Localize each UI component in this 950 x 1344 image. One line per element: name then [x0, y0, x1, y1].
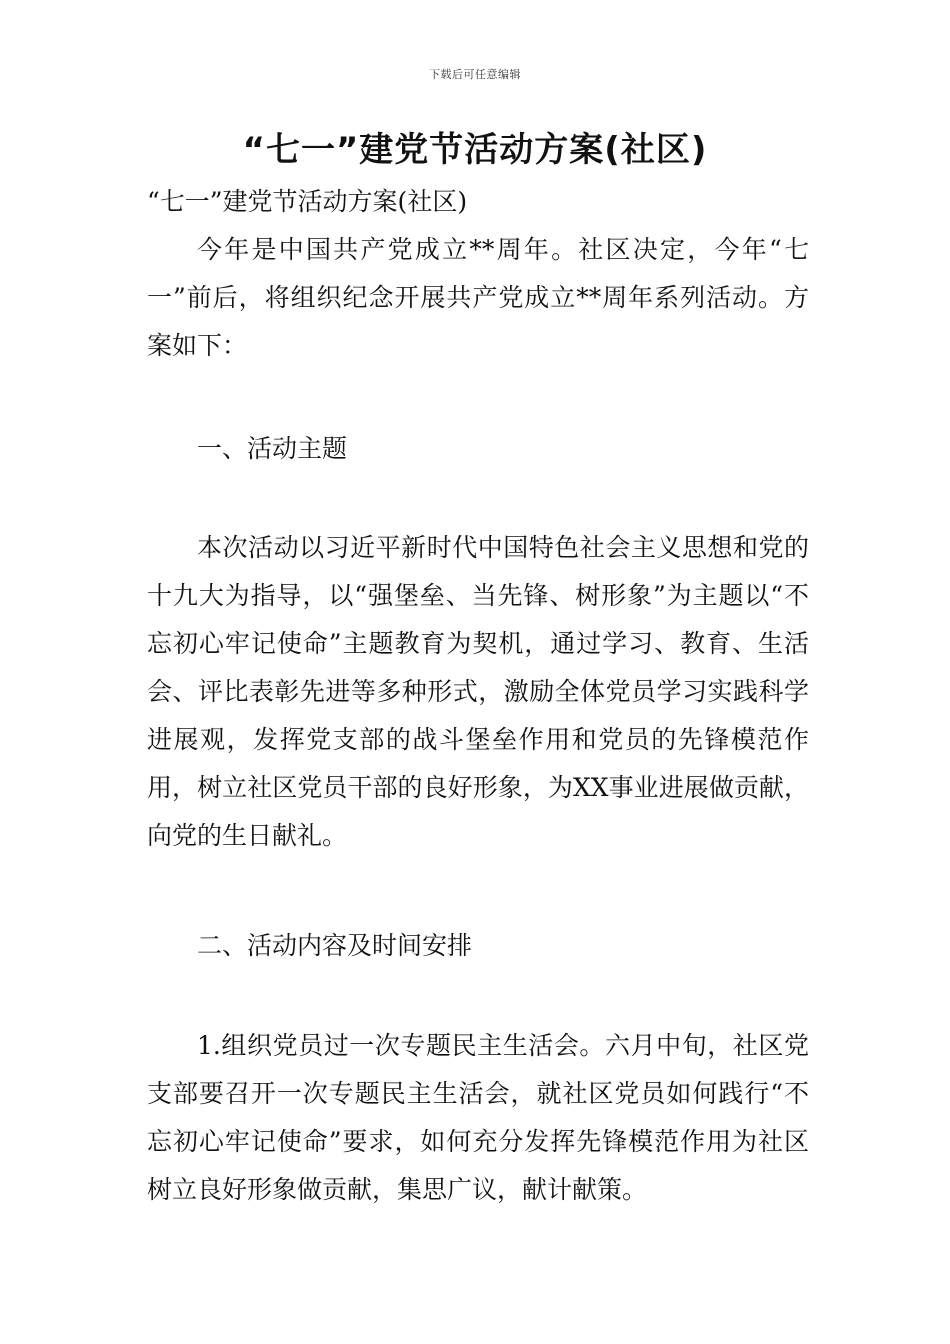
theme-paragraph: 本次活动以习近平新时代中国特色社会主义思想和党的十九大为指导，以“强堡垒、当先锋、树形象”为主题以“不忘初心牢记使命”主题教育为契机，通过学习、教育、生活会、评比表彰先进等多种形式，激励全体党员学习实践科学进展观，发挥党支部的战斗堡垒作用和党员的先锋模范作用，树立社区党员干部的良好形象，为XX事业进展做贡献，向党的生日献礼。	[147, 533, 809, 850]
schedule-item-1: 1.组织党员过一次专题民主生活会。六月中旬，社区党支部要召开一次专题民主生活会，就社区党员如何践行“不忘初心牢记使命”要求，如何充分发挥先锋模范作用为社区树立良好形象做贡献，集思广议，献计献策。	[147, 1031, 809, 1204]
header-note: 下载后可任意编辑	[429, 68, 521, 81]
document-subtitle: “七一”建党节活动方案(社区)	[147, 187, 468, 216]
section-heading-theme: 一、活动主题	[197, 434, 348, 463]
document-title: “七一”建党节活动方案(社区)	[242, 130, 708, 170]
intro-paragraph: 今年是中国共产党成立**周年。社区决定，今年“七一”前后，将组织纪念开展共产党成立**周年系列活动。方案如下：	[147, 235, 809, 360]
section-heading-schedule: 二、活动内容及时间安排	[197, 931, 473, 960]
